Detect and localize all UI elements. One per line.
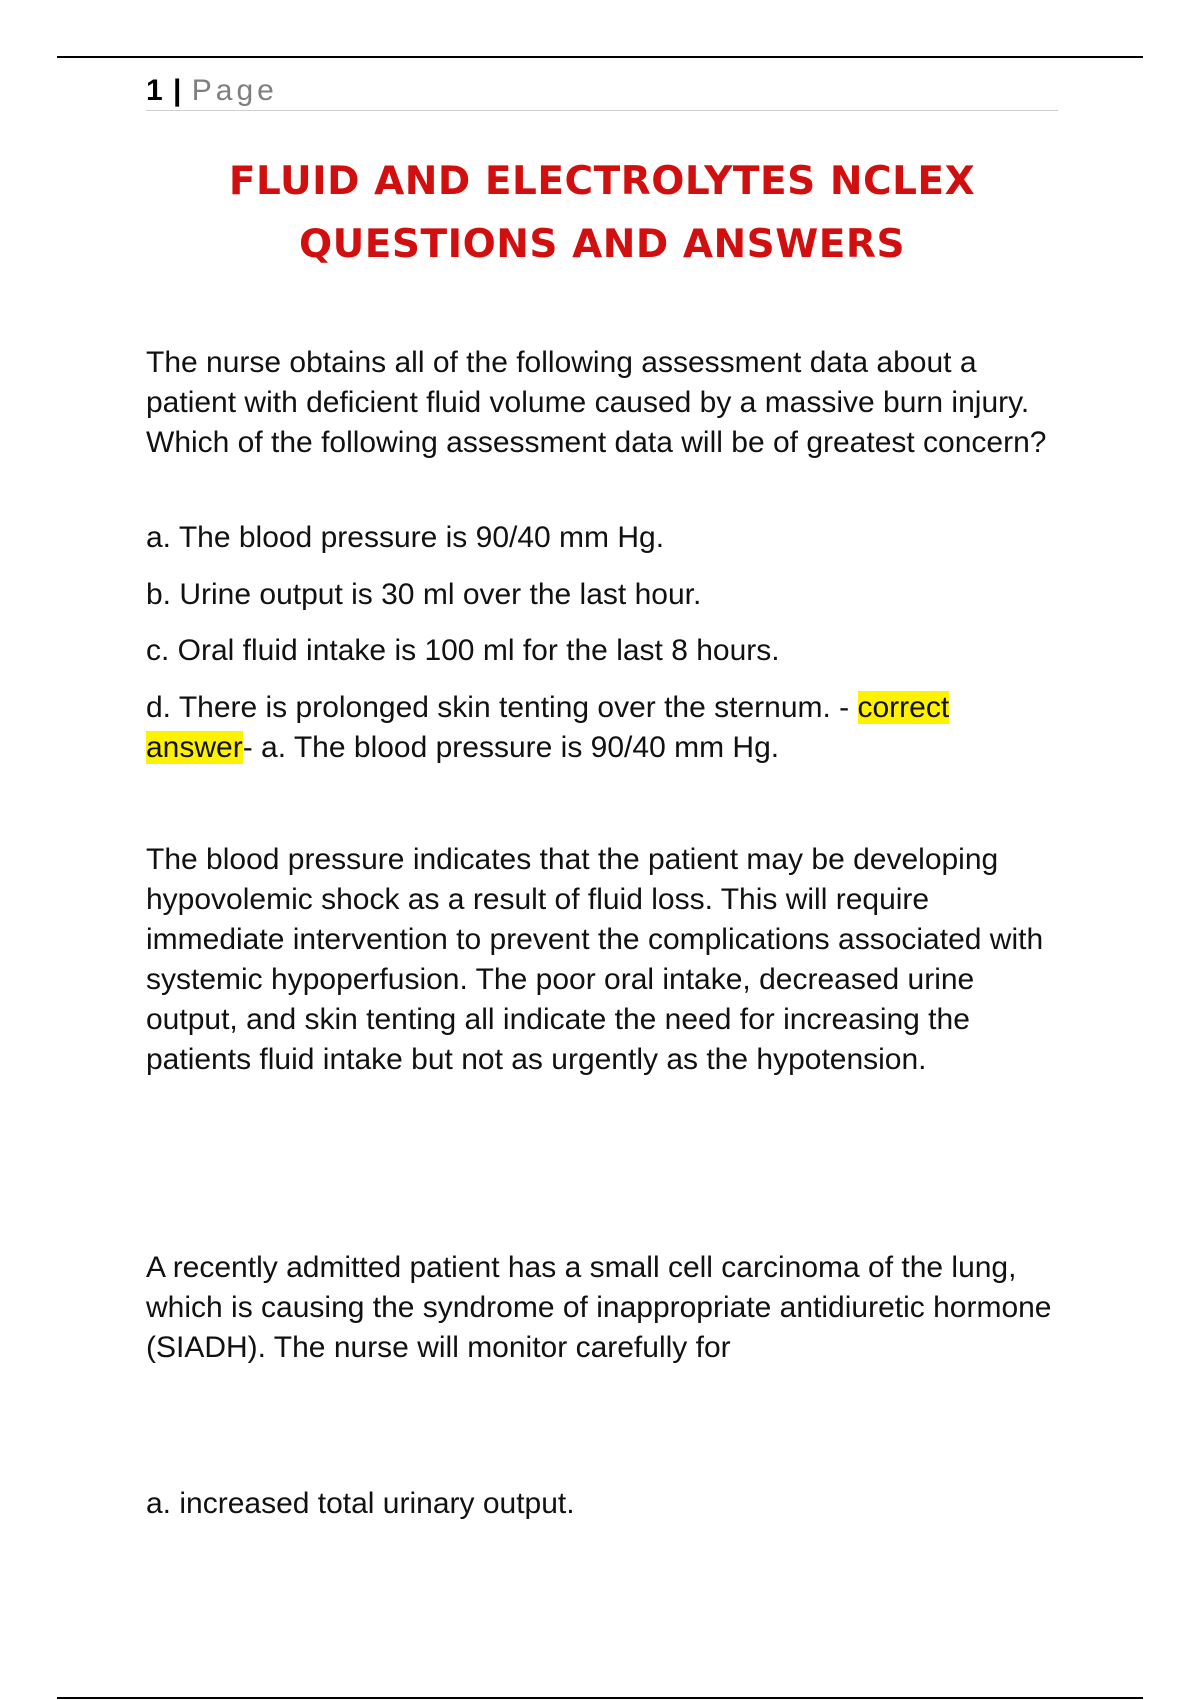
title-line-1: FLUID AND ELECTROLYTES NCLEX bbox=[228, 159, 976, 204]
page-word: Page bbox=[191, 74, 278, 107]
correct-answer-highlight: correct answer bbox=[146, 691, 950, 764]
bottom-rule bbox=[57, 1697, 1143, 1699]
question-2-stem: A recently admitted patient has a small cell carcinoma of the lung, which is causing the syndrome of inappropriate antidiuretic hormone (SIADH). The nurse will monitor carefully for bbox=[146, 1251, 1052, 1364]
question-1-stem: The nurse obtains all of the following assessment data about a patient with deficient fluid volume caused by a massive burn injury. Which of the following assessment data will be of greatest concern? bbox=[146, 346, 1047, 459]
top-rule bbox=[57, 56, 1143, 58]
page-number: 1 bbox=[146, 74, 164, 107]
correct-answer-text: - a. The blood pressure is 90/40 mm Hg. bbox=[242, 731, 780, 764]
document-title bbox=[146, 150, 1058, 276]
question-1-option-d: d. There is prolonged skin tenting over the sternum. - bbox=[146, 691, 858, 724]
page-separator: | bbox=[173, 74, 183, 107]
page-header bbox=[146, 72, 1058, 111]
question-1-option-a: a. The blood pressure is 90/40 mm Hg. bbox=[146, 521, 665, 554]
title-line-2: QUESTIONS AND ANSWERS bbox=[298, 222, 906, 267]
question-1-option-d-with-answer bbox=[146, 688, 1058, 768]
question-1-option-b: b. Urine output is 30 ml over the last hour. bbox=[146, 578, 702, 611]
question-1-option-c: c. Oral fluid intake is 100 ml for the last 8 hours. bbox=[146, 634, 780, 667]
question-2-option-a: a. increased total urinary output. bbox=[146, 1487, 575, 1520]
question-1-explanation: The blood pressure indicates that the patient may be developing hypovolemic shock as a result of fluid loss. This will require immediate intervention to prevent the complications associated with systemic hypoperfusion. The poor oral intake, decreased urine output, and skin tenting all indicate the need for increasing the patients fluid intake but not as urgently as the hypotension. bbox=[146, 843, 1044, 1076]
